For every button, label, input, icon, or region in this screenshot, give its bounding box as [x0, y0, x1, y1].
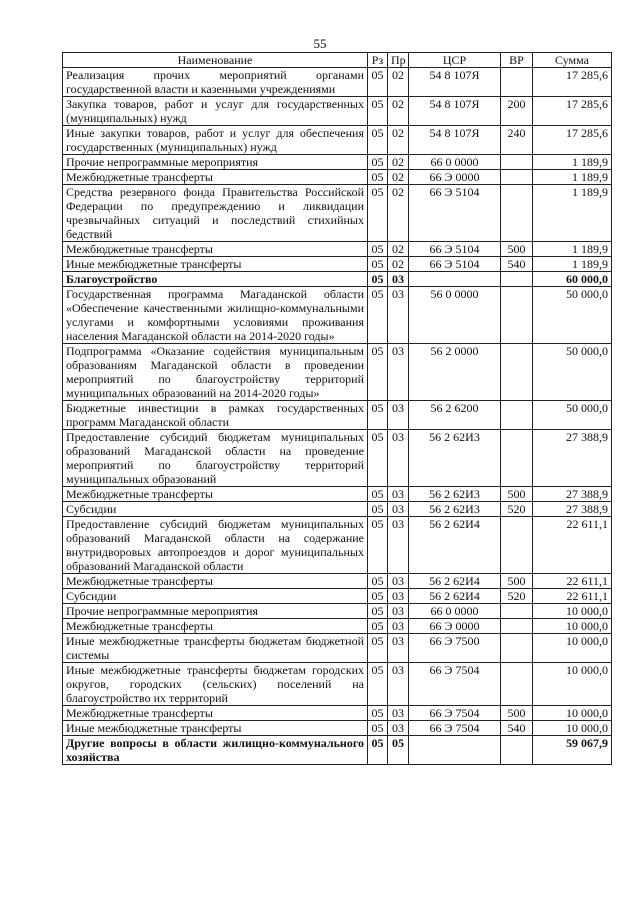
cell-csr: 56 2 62И4 [409, 574, 501, 589]
cell-rz: 05 [368, 257, 388, 272]
cell-csr: 66 Э 7500 [409, 634, 501, 663]
cell-csr: 66 Э 5104 [409, 242, 501, 257]
cell-name: Другие вопросы в области жилищно-коммунального хозяйства [63, 736, 368, 765]
header-rz: Рз [368, 53, 388, 68]
cell-rz: 05 [368, 736, 388, 765]
cell-sum: 59 067,9 [533, 736, 612, 765]
cell-rz: 05 [368, 68, 388, 97]
table-row [63, 257, 612, 272]
cell-rz: 05 [368, 574, 388, 589]
cell-name: Иные межбюджетные трансферты бюджетам городских округов, городских (сельских) поселений на благоустройство их территорий [63, 663, 368, 706]
cell-sum: 17 285,6 [533, 68, 612, 97]
cell-pr: 02 [388, 242, 409, 257]
cell-vr [501, 170, 533, 185]
cell-vr [501, 68, 533, 97]
cell-rz: 05 [368, 487, 388, 502]
cell-vr [501, 287, 533, 344]
cell-sum: 50 000,0 [533, 401, 612, 430]
cell-pr: 03 [388, 487, 409, 502]
table-row [63, 126, 612, 155]
cell-vr: 520 [501, 502, 533, 517]
cell-vr: 500 [501, 487, 533, 502]
cell-sum: 10 000,0 [533, 721, 612, 736]
cell-csr: 66 Э 0000 [409, 170, 501, 185]
cell-vr [501, 185, 533, 242]
cell-pr: 03 [388, 430, 409, 487]
cell-sum: 17 285,6 [533, 126, 612, 155]
cell-pr: 02 [388, 97, 409, 126]
cell-sum: 22 611,1 [533, 574, 612, 589]
table-row [63, 155, 612, 170]
table-row [63, 619, 612, 634]
cell-csr: 56 0 0000 [409, 287, 501, 344]
cell-rz: 05 [368, 170, 388, 185]
cell-name: Предоставление субсидий бюджетам муниципальных образований Магаданской области на содержание внутридворовых автопроездов и дорог муниципальных образований Магаданской области [63, 517, 368, 574]
cell-csr [409, 272, 501, 287]
cell-vr: 240 [501, 126, 533, 155]
cell-name: Предоставление субсидий бюджетам муниципальных образований Магаданской области на проведение мероприятий по благоустройству территорий муниципальных образований [63, 430, 368, 487]
table-row [63, 170, 612, 185]
cell-name: Государственная программа Магаданской области «Обеспечение качественными жилищно-коммунальными услугами и комфортными условиями проживания населения Магаданской области на 2014-2020 годы» [63, 287, 368, 344]
cell-sum: 1 189,9 [533, 155, 612, 170]
cell-vr [501, 663, 533, 706]
cell-pr: 03 [388, 619, 409, 634]
cell-pr: 02 [388, 155, 409, 170]
header-name: Наименование [63, 53, 368, 68]
cell-name: Иные закупки товаров, работ и услуг для обеспечения государственных (муниципальных) нужд [63, 126, 368, 155]
cell-pr: 03 [388, 604, 409, 619]
cell-name: Межбюджетные трансферты [63, 170, 368, 185]
table-row [63, 634, 612, 663]
table-row [63, 487, 612, 502]
cell-csr: 56 2 6200 [409, 401, 501, 430]
cell-rz: 05 [368, 430, 388, 487]
cell-rz: 05 [368, 97, 388, 126]
cell-rz: 05 [368, 242, 388, 257]
cell-vr [501, 272, 533, 287]
cell-name: Средства резервного фонда Правительства Российской Федерации по предупреждению и ликвидации чрезвычайных ситуаций и последствий стихийных бедствий [63, 185, 368, 242]
cell-name: Межбюджетные трансферты [63, 706, 368, 721]
cell-vr [501, 634, 533, 663]
cell-name: Прочие непрограммные мероприятия [63, 155, 368, 170]
cell-csr: 56 2 0000 [409, 344, 501, 401]
cell-sum: 27 388,9 [533, 502, 612, 517]
cell-vr: 500 [501, 242, 533, 257]
cell-rz: 05 [368, 155, 388, 170]
cell-vr: 540 [501, 257, 533, 272]
cell-name: Закупка товаров, работ и услуг для государственных (муниципальных) нужд [63, 97, 368, 126]
cell-name: Прочие непрограммные мероприятия [63, 604, 368, 619]
table-row [63, 663, 612, 706]
table-row [63, 242, 612, 257]
cell-vr: 200 [501, 97, 533, 126]
cell-pr: 02 [388, 185, 409, 242]
cell-name: Межбюджетные трансферты [63, 574, 368, 589]
table-row [63, 97, 612, 126]
cell-vr: 540 [501, 721, 533, 736]
cell-csr: 66 Э 5104 [409, 185, 501, 242]
cell-vr [501, 604, 533, 619]
table-body [63, 68, 612, 765]
table-row [63, 589, 612, 604]
page-number: 55 [313, 36, 327, 51]
cell-vr: 500 [501, 706, 533, 721]
table-row [63, 185, 612, 242]
cell-vr [501, 155, 533, 170]
cell-csr: 66 Э 5104 [409, 257, 501, 272]
header-csr: ЦСР [409, 53, 501, 68]
table-row [63, 517, 612, 574]
cell-rz: 05 [368, 663, 388, 706]
cell-csr: 54 8 107Я [409, 126, 501, 155]
cell-rz: 05 [368, 589, 388, 604]
cell-pr: 02 [388, 68, 409, 97]
cell-sum: 22 611,1 [533, 589, 612, 604]
cell-pr: 05 [388, 736, 409, 765]
cell-csr: 66 0 0000 [409, 604, 501, 619]
cell-pr: 03 [388, 517, 409, 574]
cell-rz: 05 [368, 517, 388, 574]
cell-csr: 66 Э 7504 [409, 663, 501, 706]
cell-name: Межбюджетные трансферты [63, 619, 368, 634]
cell-rz: 05 [368, 344, 388, 401]
header-vr: ВР [501, 53, 533, 68]
cell-name: Иные межбюджетные трансферты [63, 721, 368, 736]
table-row [63, 604, 612, 619]
cell-name: Благоустройство [63, 272, 368, 287]
cell-csr: 56 2 62И3 [409, 487, 501, 502]
cell-name: Субсидии [63, 502, 368, 517]
table-row [63, 344, 612, 401]
cell-csr: 56 2 62И4 [409, 589, 501, 604]
cell-pr: 03 [388, 706, 409, 721]
cell-sum: 1 189,9 [533, 242, 612, 257]
cell-pr: 02 [388, 170, 409, 185]
cell-pr: 02 [388, 126, 409, 155]
table-row [63, 574, 612, 589]
cell-rz: 05 [368, 604, 388, 619]
table-row [63, 502, 612, 517]
cell-vr [501, 430, 533, 487]
cell-csr: 56 2 62И4 [409, 517, 501, 574]
cell-sum: 60 000,0 [533, 272, 612, 287]
cell-rz: 05 [368, 287, 388, 344]
cell-pr: 03 [388, 663, 409, 706]
cell-pr: 03 [388, 272, 409, 287]
cell-sum: 10 000,0 [533, 706, 612, 721]
cell-sum: 50 000,0 [533, 287, 612, 344]
cell-rz: 05 [368, 401, 388, 430]
cell-vr [501, 736, 533, 765]
cell-vr [501, 344, 533, 401]
table-row [63, 68, 612, 97]
cell-csr: 54 8 107Я [409, 97, 501, 126]
cell-rz: 05 [368, 272, 388, 287]
cell-sum: 10 000,0 [533, 634, 612, 663]
cell-name: Межбюджетные трансферты [63, 487, 368, 502]
table-row [63, 721, 612, 736]
cell-csr: 66 Э 7504 [409, 706, 501, 721]
cell-pr: 02 [388, 257, 409, 272]
cell-sum: 22 611,1 [533, 517, 612, 574]
table-row [63, 401, 612, 430]
cell-vr: 500 [501, 574, 533, 589]
cell-sum: 27 388,9 [533, 487, 612, 502]
cell-csr: 66 0 0000 [409, 155, 501, 170]
cell-csr [409, 736, 501, 765]
cell-sum: 1 189,9 [533, 257, 612, 272]
cell-pr: 03 [388, 589, 409, 604]
cell-pr: 03 [388, 502, 409, 517]
cell-pr: 03 [388, 287, 409, 344]
header-sum: Сумма [533, 53, 612, 68]
cell-sum: 10 000,0 [533, 619, 612, 634]
cell-rz: 05 [368, 706, 388, 721]
cell-name: Субсидии [63, 589, 368, 604]
cell-sum: 17 285,6 [533, 97, 612, 126]
cell-name: Бюджетные инвестиции в рамках государственных программ Магаданской области [63, 401, 368, 430]
cell-vr: 520 [501, 589, 533, 604]
cell-vr [501, 619, 533, 634]
table-header-row [63, 53, 612, 68]
cell-rz: 05 [368, 721, 388, 736]
cell-pr: 03 [388, 401, 409, 430]
table-row [63, 272, 612, 287]
table-row [63, 430, 612, 487]
cell-rz: 05 [368, 185, 388, 242]
header-pr: Пр [388, 53, 409, 68]
cell-csr: 56 2 62И3 [409, 502, 501, 517]
cell-sum: 10 000,0 [533, 663, 612, 706]
table-row [63, 706, 612, 721]
cell-name: Иные межбюджетные трансферты [63, 257, 368, 272]
cell-name: Межбюджетные трансферты [63, 242, 368, 257]
table-row [63, 736, 612, 765]
cell-sum: 1 189,9 [533, 170, 612, 185]
cell-name: Подпрограмма «Оказание содействия муниципальным образованиям Магаданской области в проведении мероприятий по благоустройству территорий муниципальных образований на 2014-2020 годы» [63, 344, 368, 401]
cell-sum: 1 189,9 [533, 185, 612, 242]
cell-rz: 05 [368, 619, 388, 634]
cell-name: Иные межбюджетные трансферты бюджетам бюджетной системы [63, 634, 368, 663]
cell-pr: 03 [388, 344, 409, 401]
cell-name: Реализация прочих мероприятий органами государственной власти и казенными учреждениями [63, 68, 368, 97]
cell-vr [501, 401, 533, 430]
cell-sum: 27 388,9 [533, 430, 612, 487]
cell-pr: 03 [388, 634, 409, 663]
cell-rz: 05 [368, 502, 388, 517]
cell-sum: 10 000,0 [533, 604, 612, 619]
cell-csr: 66 Э 7504 [409, 721, 501, 736]
cell-rz: 05 [368, 634, 388, 663]
cell-rz: 05 [368, 126, 388, 155]
table-row [63, 287, 612, 344]
cell-csr: 66 Э 0000 [409, 619, 501, 634]
budget-table [62, 52, 612, 765]
cell-sum: 50 000,0 [533, 344, 612, 401]
cell-pr: 03 [388, 721, 409, 736]
cell-csr: 56 2 62И3 [409, 430, 501, 487]
cell-pr: 03 [388, 574, 409, 589]
cell-csr: 54 8 107Я [409, 68, 501, 97]
cell-vr [501, 517, 533, 574]
